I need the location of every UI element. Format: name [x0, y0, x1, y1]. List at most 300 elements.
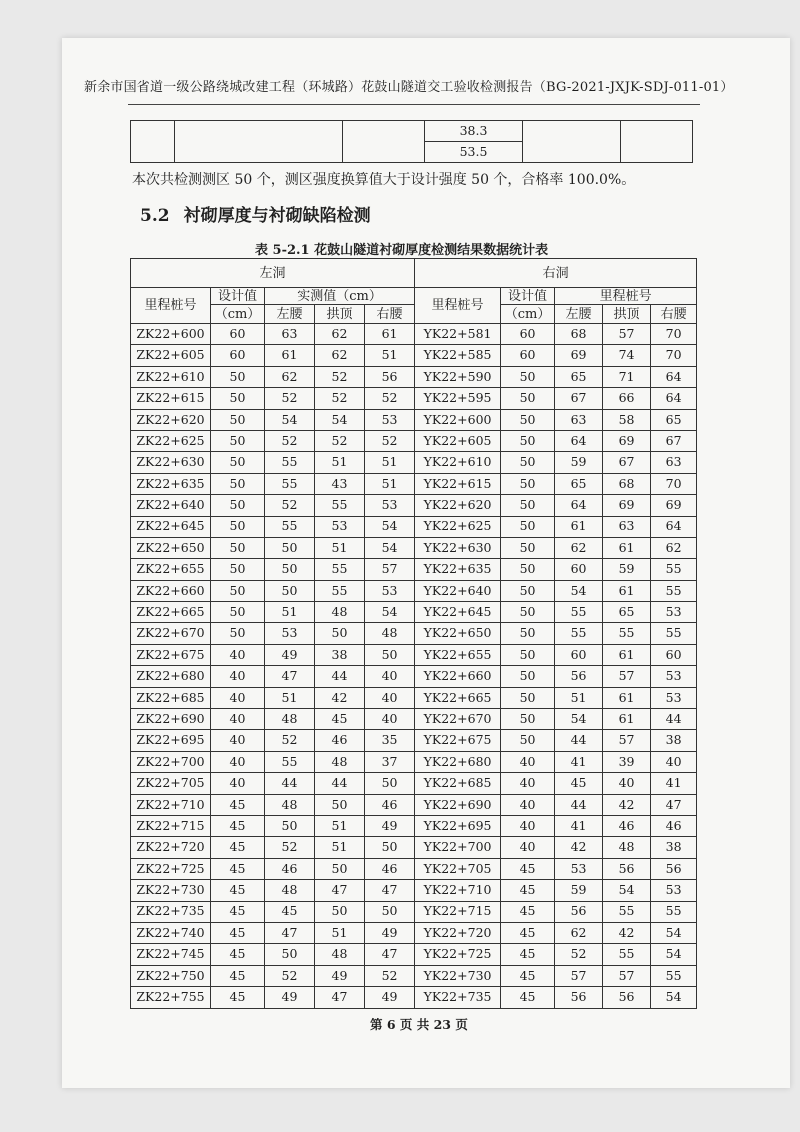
report-header: 新余市国省道一级公路绕城改建工程（环城路）花鼓山隧道交工验收检测报告（BG-2021-JXJK-SDJ-011-01）	[84, 80, 734, 95]
right-station-cell: YK22+665	[415, 687, 501, 708]
right-left-waist-cell: 42	[555, 837, 603, 858]
fragment-cell	[175, 121, 343, 163]
left-design-cell: 45	[211, 880, 265, 901]
left-right-waist-cell: 54	[365, 602, 415, 623]
left-design-cell: 50	[211, 559, 265, 580]
right-left-waist-cell: 56	[555, 666, 603, 687]
right-right-waist-cell: 55	[651, 901, 697, 922]
right-vault-cell: 55	[603, 944, 651, 965]
left-station-cell: ZK22+720	[131, 837, 211, 858]
left-left-waist-cell: 52	[265, 430, 315, 451]
left-station-cell: ZK22+755	[131, 987, 211, 1008]
right-left-waist-cell: 56	[555, 901, 603, 922]
left-vault-cell: 38	[315, 644, 365, 665]
left-vault-cell: 62	[315, 345, 365, 366]
right-right-waist-cell: 64	[651, 366, 697, 387]
right-design-cell: 45	[501, 858, 555, 879]
right-left-waist-cell: 56	[555, 987, 603, 1008]
table-row	[131, 473, 697, 494]
left-station-cell: ZK22+730	[131, 880, 211, 901]
right-left-waist-cell: 62	[555, 537, 603, 558]
left-station-cell: ZK22+745	[131, 944, 211, 965]
table-row	[131, 880, 697, 901]
table-row	[131, 623, 697, 644]
right-left-waist-cell: 51	[555, 687, 603, 708]
left-vault-cell: 52	[315, 366, 365, 387]
right-left-waist-cell: 62	[555, 922, 603, 943]
design-unit-header: （cm）	[501, 305, 555, 324]
left-vault-cell: 42	[315, 687, 365, 708]
right-right-waist-cell: 54	[651, 922, 697, 943]
right-station-cell: YK22+720	[415, 922, 501, 943]
left-vault-cell: 50	[315, 901, 365, 922]
station-header: 里程桩号	[415, 288, 501, 324]
left-station-cell: ZK22+695	[131, 730, 211, 751]
section-heading	[140, 201, 371, 226]
left-station-cell: ZK22+610	[131, 366, 211, 387]
right-vault-cell: 61	[603, 687, 651, 708]
left-vault-cell: 52	[315, 388, 365, 409]
left-station-cell: ZK22+655	[131, 559, 211, 580]
right-left-waist-cell: 64	[555, 495, 603, 516]
left-right-waist-cell: 49	[365, 987, 415, 1008]
right-design-cell: 45	[501, 901, 555, 922]
right-vault-cell: 56	[603, 858, 651, 879]
table-row	[131, 922, 697, 943]
right-right-waist-cell: 55	[651, 580, 697, 601]
left-right-waist-cell: 52	[365, 965, 415, 986]
table-row	[131, 388, 697, 409]
left-vault-cell: 48	[315, 751, 365, 772]
right-vault-cell: 55	[603, 901, 651, 922]
left-vault-cell: 45	[315, 709, 365, 730]
left-vault-cell: 51	[315, 922, 365, 943]
right-right-waist-cell: 40	[651, 751, 697, 772]
continued-table-fragment	[130, 120, 693, 163]
left-left-waist-cell: 52	[265, 730, 315, 751]
left-right-waist-cell: 51	[365, 452, 415, 473]
left-station-cell: ZK22+750	[131, 965, 211, 986]
left-right-waist-cell: 47	[365, 944, 415, 965]
left-station-cell: ZK22+635	[131, 473, 211, 494]
left-left-waist-cell: 46	[265, 858, 315, 879]
table-row	[131, 516, 697, 537]
left-station-cell: ZK22+670	[131, 623, 211, 644]
right-vault-cell: 63	[603, 516, 651, 537]
right-left-waist-cell: 45	[555, 773, 603, 794]
design-header: 设计值	[501, 288, 555, 305]
left-left-waist-cell: 49	[265, 987, 315, 1008]
left-left-waist-cell: 52	[265, 495, 315, 516]
right-station-cell: YK22+705	[415, 858, 501, 879]
right-station-cell: YK22+675	[415, 730, 501, 751]
left-vault-cell: 50	[315, 858, 365, 879]
left-station-cell: ZK22+725	[131, 858, 211, 879]
left-left-waist-cell: 50	[265, 537, 315, 558]
station-header: 里程桩号	[131, 288, 211, 324]
right-right-waist-cell: 53	[651, 687, 697, 708]
fragment-value: 53.5	[425, 142, 523, 163]
right-station-cell: YK22+670	[415, 709, 501, 730]
right-design-cell: 45	[501, 922, 555, 943]
left-design-cell: 45	[211, 815, 265, 836]
right-right-waist-cell: 38	[651, 837, 697, 858]
right-station-cell: YK22+600	[415, 409, 501, 430]
right-design-cell: 50	[501, 537, 555, 558]
left-vault-cell: 44	[315, 666, 365, 687]
table-row	[131, 858, 697, 879]
right-design-cell: 50	[501, 602, 555, 623]
right-design-cell: 40	[501, 815, 555, 836]
left-station-cell: ZK22+645	[131, 516, 211, 537]
right-station-cell: YK22+605	[415, 430, 501, 451]
right-left-waist-cell: 65	[555, 473, 603, 494]
left-design-cell: 50	[211, 580, 265, 601]
right-design-cell: 60	[501, 324, 555, 345]
right-design-cell: 50	[501, 473, 555, 494]
right-left-waist-cell: 55	[555, 602, 603, 623]
left-design-cell: 50	[211, 430, 265, 451]
right-station-cell: YK22+655	[415, 644, 501, 665]
right-left-waist-cell: 68	[555, 324, 603, 345]
table-row	[131, 965, 697, 986]
design-unit-header: （cm）	[211, 305, 265, 324]
left-design-cell: 50	[211, 495, 265, 516]
left-right-waist-cell: 50	[365, 901, 415, 922]
design-header: 设计值	[211, 288, 265, 305]
left-station-cell: ZK22+630	[131, 452, 211, 473]
left-left-waist-cell: 50	[265, 559, 315, 580]
right-right-waist-cell: 70	[651, 324, 697, 345]
left-right-waist-cell: 54	[365, 537, 415, 558]
right-station-cell: YK22+735	[415, 987, 501, 1008]
right-vault-cell: 48	[603, 837, 651, 858]
right-left-waist-cell: 41	[555, 815, 603, 836]
table-row	[131, 730, 697, 751]
left-design-cell: 45	[211, 794, 265, 815]
right-design-cell: 40	[501, 794, 555, 815]
right-left-waist-cell: 41	[555, 751, 603, 772]
left-right-waist-cell: 61	[365, 324, 415, 345]
fragment-value: 38.3	[425, 121, 523, 142]
table-row	[131, 751, 697, 772]
right-design-cell: 60	[501, 345, 555, 366]
right-design-cell: 50	[501, 516, 555, 537]
left-left-waist-cell: 55	[265, 516, 315, 537]
right-vault-cell: 57	[603, 324, 651, 345]
right-design-cell: 50	[501, 430, 555, 451]
right-station-cell: YK22+730	[415, 965, 501, 986]
left-design-cell: 60	[211, 345, 265, 366]
right-tunnel-header: 右洞	[415, 259, 697, 288]
right-station-cell: YK22+581	[415, 324, 501, 345]
left-design-cell: 45	[211, 944, 265, 965]
left-station-cell: ZK22+705	[131, 773, 211, 794]
right-vault-cell: 66	[603, 388, 651, 409]
right-station-cell: YK22+615	[415, 473, 501, 494]
left-design-cell: 45	[211, 901, 265, 922]
left-design-cell: 40	[211, 730, 265, 751]
left-right-waist-cell: 40	[365, 709, 415, 730]
right-vault-cell: 56	[603, 987, 651, 1008]
right-design-cell: 50	[501, 580, 555, 601]
right-right-waist-cell: 55	[651, 965, 697, 986]
table-row	[131, 837, 697, 858]
right-left-waist-cell: 59	[555, 880, 603, 901]
left-design-cell: 40	[211, 644, 265, 665]
table-row	[131, 987, 697, 1008]
table-row	[131, 666, 697, 687]
right-left-waist-cell: 44	[555, 730, 603, 751]
left-station-cell: ZK22+710	[131, 794, 211, 815]
table-row	[131, 537, 697, 558]
left-vault-cell: 54	[315, 409, 365, 430]
right-vault-cell: 39	[603, 751, 651, 772]
table-row	[131, 901, 697, 922]
right-left-waist-cell: 59	[555, 452, 603, 473]
left-left-waist-cell: 54	[265, 409, 315, 430]
table-row	[131, 409, 697, 430]
left-design-cell: 50	[211, 409, 265, 430]
right-right-waist-cell: 44	[651, 709, 697, 730]
left-station-cell: ZK22+665	[131, 602, 211, 623]
right-right-waist-cell: 53	[651, 880, 697, 901]
right-right-waist-cell: 38	[651, 730, 697, 751]
right-right-waist-cell: 64	[651, 388, 697, 409]
right-vault-cell: 68	[603, 473, 651, 494]
right-station-cell: YK22+660	[415, 666, 501, 687]
right-design-cell: 50	[501, 452, 555, 473]
right-left-waist-cell: 55	[555, 623, 603, 644]
left-right-waist-cell: 40	[365, 666, 415, 687]
left-design-cell: 45	[211, 965, 265, 986]
right-right-waist-cell: 55	[651, 559, 697, 580]
right-station-cell: YK22+715	[415, 901, 501, 922]
left-left-waist-cell: 52	[265, 388, 315, 409]
right-vault-cell: 69	[603, 430, 651, 451]
table-row	[131, 580, 697, 601]
right-right-waist-cell: 65	[651, 409, 697, 430]
table-row	[131, 366, 697, 387]
left-design-cell: 50	[211, 623, 265, 644]
right-vault-cell: 59	[603, 559, 651, 580]
left-left-waist-cell: 55	[265, 751, 315, 772]
right-vault-cell: 42	[603, 794, 651, 815]
left-design-cell: 40	[211, 709, 265, 730]
left-left-waist-cell: 51	[265, 602, 315, 623]
right-left-waist-cell: 54	[555, 709, 603, 730]
header-divider	[128, 104, 700, 105]
right-vault-cell: 40	[603, 773, 651, 794]
right-right-waist-cell: 47	[651, 794, 697, 815]
right-left-waist-cell: 57	[555, 965, 603, 986]
left-left-waist-cell: 45	[265, 901, 315, 922]
right-vault-cell: 61	[603, 580, 651, 601]
left-left-waist-cell: 50	[265, 944, 315, 965]
right-left-waist-cell: 53	[555, 858, 603, 879]
left-design-cell: 50	[211, 537, 265, 558]
left-vault-cell: 55	[315, 495, 365, 516]
right-waist-header: 右腰	[365, 305, 415, 324]
right-station-cell: YK22+610	[415, 452, 501, 473]
fragment-cell	[131, 121, 175, 163]
table-row	[131, 345, 697, 366]
left-vault-cell: 46	[315, 730, 365, 751]
right-station-cell: YK22+640	[415, 580, 501, 601]
right-station-cell: YK22+630	[415, 537, 501, 558]
right-design-cell: 50	[501, 388, 555, 409]
right-station-cell: YK22+725	[415, 944, 501, 965]
right-waist-header: 右腰	[651, 305, 697, 324]
left-station-cell: ZK22+735	[131, 901, 211, 922]
right-left-waist-cell: 44	[555, 794, 603, 815]
left-left-waist-cell: 48	[265, 794, 315, 815]
right-left-waist-cell: 60	[555, 644, 603, 665]
left-left-waist-cell: 61	[265, 345, 315, 366]
left-right-waist-cell: 50	[365, 773, 415, 794]
right-right-waist-cell: 46	[651, 815, 697, 836]
left-station-cell: ZK22+620	[131, 409, 211, 430]
left-station-cell: ZK22+715	[131, 815, 211, 836]
right-vault-cell: 42	[603, 922, 651, 943]
right-vault-cell: 74	[603, 345, 651, 366]
section-title-text: 衬砌厚度与衬砌缺陷检测	[183, 206, 371, 226]
left-right-waist-cell: 53	[365, 580, 415, 601]
right-design-cell: 50	[501, 644, 555, 665]
left-design-cell: 50	[211, 473, 265, 494]
left-design-cell: 50	[211, 452, 265, 473]
left-station-cell: ZK22+690	[131, 709, 211, 730]
right-vault-cell: 61	[603, 537, 651, 558]
right-left-waist-cell: 54	[555, 580, 603, 601]
right-design-cell: 40	[501, 751, 555, 772]
left-left-waist-cell: 51	[265, 687, 315, 708]
right-station-cell: YK22+645	[415, 602, 501, 623]
left-left-waist-cell: 52	[265, 837, 315, 858]
right-station-cell: YK22+635	[415, 559, 501, 580]
table-row	[131, 815, 697, 836]
left-right-waist-cell: 50	[365, 644, 415, 665]
left-left-waist-cell: 53	[265, 623, 315, 644]
left-station-cell: ZK22+625	[131, 430, 211, 451]
right-right-waist-cell: 41	[651, 773, 697, 794]
right-vault-cell: 61	[603, 709, 651, 730]
table-row	[131, 944, 697, 965]
left-station-cell: ZK22+680	[131, 666, 211, 687]
right-vault-cell: 69	[603, 495, 651, 516]
left-vault-cell: 51	[315, 537, 365, 558]
left-left-waist-cell: 55	[265, 452, 315, 473]
table-row	[131, 644, 697, 665]
left-vault-cell: 43	[315, 473, 365, 494]
right-design-cell: 50	[501, 666, 555, 687]
vault-header: 拱顶	[603, 305, 651, 324]
right-station-cell: YK22+590	[415, 366, 501, 387]
table-row	[131, 773, 697, 794]
table-row	[131, 709, 697, 730]
table-body	[131, 324, 697, 1009]
right-station-cell: YK22+620	[415, 495, 501, 516]
left-right-waist-cell: 51	[365, 345, 415, 366]
right-design-cell: 50	[501, 559, 555, 580]
left-left-waist-cell: 62	[265, 366, 315, 387]
left-left-waist-cell: 48	[265, 709, 315, 730]
left-vault-cell: 51	[315, 452, 365, 473]
table-row	[131, 452, 697, 473]
left-left-waist-cell: 55	[265, 473, 315, 494]
left-vault-cell: 62	[315, 324, 365, 345]
right-station-cell: YK22+695	[415, 815, 501, 836]
left-right-waist-cell: 46	[365, 794, 415, 815]
left-right-waist-cell: 53	[365, 409, 415, 430]
left-vault-cell: 50	[315, 794, 365, 815]
right-design-cell: 45	[501, 965, 555, 986]
left-right-waist-cell: 46	[365, 858, 415, 879]
left-vault-cell: 47	[315, 880, 365, 901]
fragment-cell	[523, 121, 621, 163]
lining-thickness-table	[130, 258, 697, 1009]
left-design-cell: 50	[211, 388, 265, 409]
left-station-cell: ZK22+700	[131, 751, 211, 772]
table-row	[131, 794, 697, 815]
left-right-waist-cell: 35	[365, 730, 415, 751]
right-vault-cell: 61	[603, 644, 651, 665]
right-station-cell: YK22+700	[415, 837, 501, 858]
left-design-cell: 50	[211, 366, 265, 387]
left-left-waist-cell: 47	[265, 922, 315, 943]
right-left-waist-cell: 65	[555, 366, 603, 387]
summary-text: 本次共检测测区 50 个，测区强度换算值大于设计强度 50 个，合格率 100.0%。	[132, 172, 636, 188]
right-design-cell: 50	[501, 709, 555, 730]
right-right-waist-cell: 70	[651, 473, 697, 494]
left-design-cell: 45	[211, 837, 265, 858]
right-right-waist-cell: 69	[651, 495, 697, 516]
right-left-waist-cell: 69	[555, 345, 603, 366]
left-station-cell: ZK22+615	[131, 388, 211, 409]
right-design-cell: 45	[501, 880, 555, 901]
right-right-waist-cell: 64	[651, 516, 697, 537]
right-vault-cell: 67	[603, 452, 651, 473]
left-station-cell: ZK22+640	[131, 495, 211, 516]
left-station-cell: ZK22+650	[131, 537, 211, 558]
left-left-waist-cell: 48	[265, 880, 315, 901]
left-station-cell: ZK22+600	[131, 324, 211, 345]
right-left-waist-cell: 52	[555, 944, 603, 965]
right-left-waist-cell: 64	[555, 430, 603, 451]
left-vault-cell: 48	[315, 602, 365, 623]
right-station-cell: YK22+625	[415, 516, 501, 537]
left-vault-cell: 50	[315, 623, 365, 644]
left-right-waist-cell: 53	[365, 495, 415, 516]
table-caption: 表 5-2.1 花鼓山隧道衬砌厚度检测结果数据统计表	[255, 243, 549, 258]
right-right-waist-cell: 54	[651, 987, 697, 1008]
left-left-waist-cell: 47	[265, 666, 315, 687]
left-vault-cell: 48	[315, 944, 365, 965]
left-vault-cell: 51	[315, 837, 365, 858]
table-row	[131, 602, 697, 623]
left-right-waist-cell: 37	[365, 751, 415, 772]
right-vault-cell: 71	[603, 366, 651, 387]
left-station-cell: ZK22+740	[131, 922, 211, 943]
left-left-waist-cell: 50	[265, 580, 315, 601]
right-left-waist-cell: 63	[555, 409, 603, 430]
left-left-waist-cell: 50	[265, 815, 315, 836]
left-design-cell: 60	[211, 324, 265, 345]
right-vault-cell: 55	[603, 623, 651, 644]
left-design-cell: 45	[211, 858, 265, 879]
left-vault-cell: 49	[315, 965, 365, 986]
right-vault-cell: 57	[603, 666, 651, 687]
